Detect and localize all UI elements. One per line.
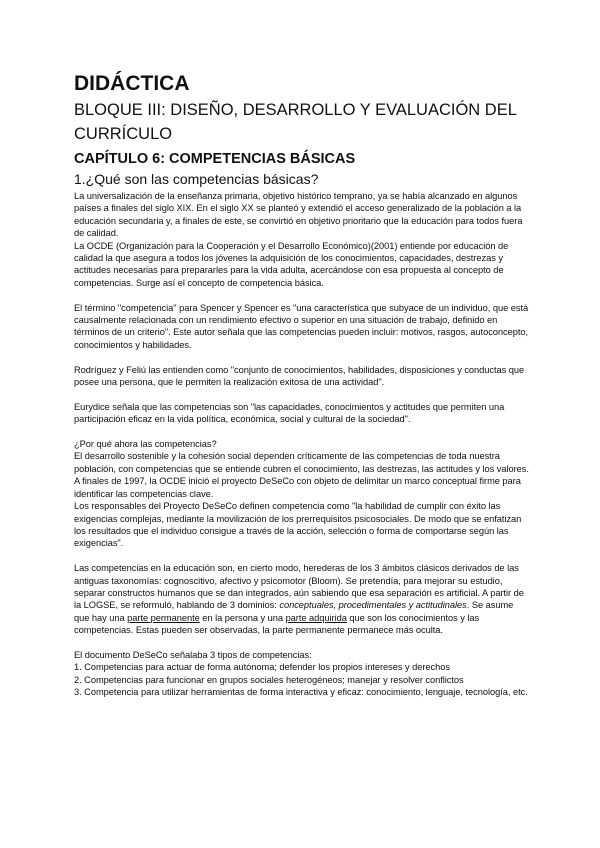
- domains-text-d: que son los conocimientos y las competencias. Estas pueden ser observadas, la parte permanente permanece más oculta.: [74, 612, 480, 636]
- paragraph-deseco-definition: Los responsables del Proyecto DeSeCo definen competencia como "la habilidad de cumplir con éxito las exigencias complejas, mediante la movilización de los prerrequisitos psicosociales. De modo que se enfatizan los resultados que el individuo consigue a través de la acción, selección o forma de comportarse según las exigencias".: [74, 501, 522, 549]
- list-item: 1. Competencias para actuar de forma autónoma; defender los propios intereses y derechos: [74, 662, 450, 673]
- question-why-now: ¿Por qué ahora las competencias?: [74, 439, 217, 450]
- paragraph-domains: [74, 562, 530, 636]
- paragraph-deseco-1997: A finales de 1997, la OCDE inició el proyecto DeSeCo con objeto de delimitar un marco conceptual firme para identificar las competencias clave.: [74, 476, 521, 499]
- domains-italic: conceptuales, procedimentales y actitudinales: [279, 600, 467, 611]
- domains-text-b: . Se asume que hay una: [74, 600, 514, 623]
- document-page: [74, 72, 530, 699]
- block-heading: BLOQUE III: DISEÑO, DESARROLLO Y EVALUACIÓN DEL CURRÍCULO: [74, 101, 517, 143]
- domains-text-c: en la persona y una: [199, 612, 286, 623]
- permanent-part: parte permanente: [127, 612, 200, 623]
- paragraph-ocde: La OCDE (Organización para la Cooperación y el Desarrollo Económico)(2001) entiende por educación de calidad la que asegura a todos los jóvenes la adquisición de los conocimientos, capacidades, destrezas y actitudes necesarias para prepararles para la vida adulta, acercándose con esa propuesta al concepto de competencias. Surge así el concepto de competencia básica.: [74, 240, 509, 288]
- paragraph-spencer: El término "competencia" para Spencer y Spencer es "una característica que subyace de un individuo, que está causalmente relacionada con un rendimiento efectivo o superior en una situación de trabajo, definido en términos de un criterio". Este autor señala que las competencias pueden incluir: motivos, rasgos, autoconcepto, conocimientos y habilidades.: [74, 302, 529, 350]
- paragraph-deseco-types: El documento DeSeCo señalaba 3 tipos de competencias:: [74, 649, 312, 660]
- paragraph-sustainable: El desarrollo sostenible y la cohesión social dependen críticamente de las competencias de toda nuestra población, con competencias que se entiende cubren el conocimiento, las destrezas, las actitudes y los valores.: [74, 451, 529, 474]
- list-item: 3. Competencia para utilizar herramientas de forma interactiva y eficaz: conocimiento, lenguaje, tecnología, etc.: [74, 687, 528, 698]
- section-heading: 1.¿Qué son las competencias básicas?: [74, 171, 319, 187]
- chapter-heading: CAPÍTULO 6: COMPETENCIAS BÁSICAS: [74, 151, 356, 167]
- page-title: DIDÁCTICA: [74, 72, 190, 95]
- paragraph-rodriguez: Rodríguez y Feliú las entienden como "conjunto de conocimientos, habilidades, disposiciones y conductas que posee una persona, que le permiten la realización exitosa de una actividad".: [74, 364, 525, 388]
- list-item: 2. Competencias para funcionar en grupos sociales heterogéneos; manejar y resolver conflictos: [74, 674, 464, 685]
- paragraph-universalization: La universalización de la enseñanza primaria, objetivo histórico temprano, ya se había alcanzado en algunos países a finales del siglo XIX. En el siglo XX se planteó y extendió el acceso generalizado de la población a la educación secundaria y, a finales de este, se convirtió en objetivo prioritario que la educación para todos fuera de calidad.: [74, 191, 523, 239]
- acquired-part: parte adquirida: [285, 612, 347, 623]
- domains-text-a: Las competencias en la educación son, en cierto modo, herederas de los 3 ámbitos clásicos derivados de las antiguas taxonomías: cognoscitivo, afectivo y psicomotor (Bloom). Se pretendía, para mejorar su estudio, separar constructos humanos que se dan integrados, aún sabiendo que esa separación es artificial. A partir de la LOGSE, se reformuló, hablando de 3 dominios:: [74, 563, 524, 611]
- paragraph-eurydice: Eurydice señala que las competencias son "las capacidades, conocimientos y actitudes que permiten una participación eficaz en la vida política, económica, social y cultural de la sociedad".: [74, 401, 505, 425]
